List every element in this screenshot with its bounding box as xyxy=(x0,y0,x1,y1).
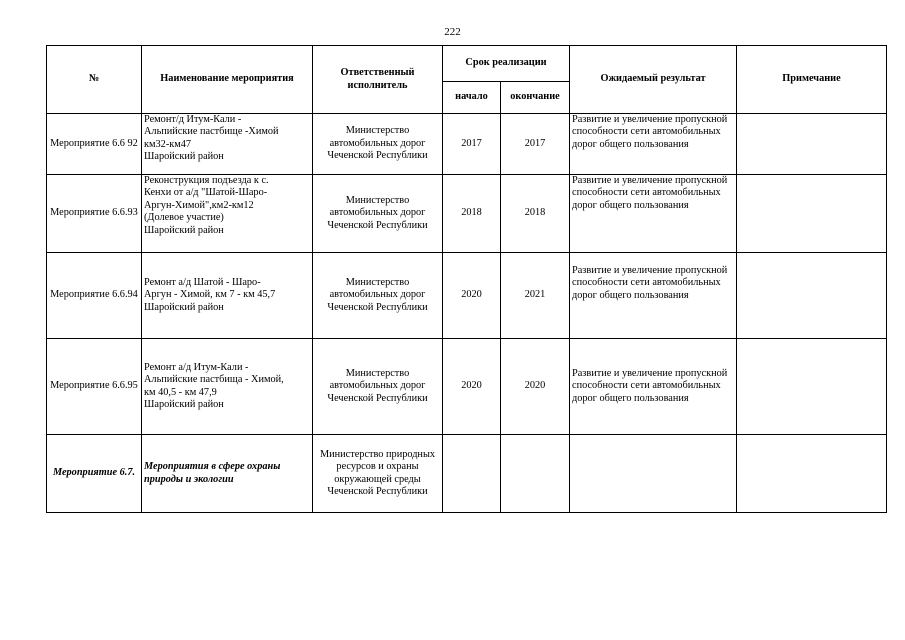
row-result: Развитие и увеличение пропускной способности сети автомобильных дорог общего пользования xyxy=(570,114,737,175)
header-row-1 xyxy=(47,46,887,82)
header-name: Наименование мероприятия xyxy=(142,46,313,114)
row-start: 2020 xyxy=(443,253,501,339)
section-name: Мероприятия в сфере охраны природы и экологии xyxy=(142,435,313,513)
row-number: Мероприятие 6.6 92 xyxy=(47,114,142,175)
row-responsible: Министерство автомобильных дорог Чеченской Республики xyxy=(313,253,443,339)
row-note xyxy=(737,114,887,175)
table-row xyxy=(47,175,887,253)
row-name: Ремонт а/д Шатой - Шаро- Аргун - Химой, км 7 - км 45,7 Шаройский район xyxy=(142,253,313,339)
row-number: Мероприятие 6.6.94 xyxy=(47,253,142,339)
header-number: № xyxy=(47,46,142,114)
row-end: 2017 xyxy=(501,114,570,175)
section-result xyxy=(570,435,737,513)
row-number: Мероприятие 6.6.93 xyxy=(47,175,142,253)
row-name: Реконструкция подъезда к с. Кенхи от а/д "Шатой-Шаро- Аргун-Химой",км2-км12 (Долевое участие) Шаройский район xyxy=(142,175,313,253)
header-note: Примечание xyxy=(737,46,887,114)
row-end: 2021 xyxy=(501,253,570,339)
row-end: 2018 xyxy=(501,175,570,253)
section-responsible: Министерство природных ресурсов и охраны окружающей среды Чеченской Республики xyxy=(313,435,443,513)
activities-table xyxy=(46,45,887,513)
section-number: Мероприятие 6.7. xyxy=(47,435,142,513)
row-result: Развитие и увеличение пропускной способности сети автомобильных дорог общего пользования xyxy=(570,253,737,339)
header-end: окончание xyxy=(501,82,570,114)
row-start: 2018 xyxy=(443,175,501,253)
row-responsible: Министерство автомобильных дорог Чеченской Республики xyxy=(313,339,443,435)
row-responsible: Министерство автомобильных дорог Чеченской Республики xyxy=(313,114,443,175)
table-row xyxy=(47,253,887,339)
header-result: Ожидаемый результат xyxy=(570,46,737,114)
page-number: 222 xyxy=(444,26,461,38)
row-note xyxy=(737,175,887,253)
row-result: Развитие и увеличение пропускной способности сети автомобильных дорог общего пользования xyxy=(570,339,737,435)
section-note xyxy=(737,435,887,513)
row-name: Ремонт/д Итум-Кали - Альпийские пастбище -Химой км32-км47 Шаройский район xyxy=(142,114,313,175)
row-note xyxy=(737,339,887,435)
section-start xyxy=(443,435,501,513)
row-number: Мероприятие 6.6.95 xyxy=(47,339,142,435)
table-header xyxy=(47,46,887,114)
row-result: Развитие и увеличение пропускной способности сети автомобильных дорог общего пользования xyxy=(570,175,737,253)
table-row xyxy=(47,339,887,435)
table-row xyxy=(47,114,887,175)
header-period: Срок реализации xyxy=(443,46,570,82)
row-note xyxy=(737,253,887,339)
row-start: 2020 xyxy=(443,339,501,435)
header-responsible: Ответственный исполнитель xyxy=(313,46,443,114)
row-start: 2017 xyxy=(443,114,501,175)
row-name: Ремонт а/д Итум-Кали - Альпийские пастбища - Химой, км 40,5 - км 47,9 Шаройский район xyxy=(142,339,313,435)
row-end: 2020 xyxy=(501,339,570,435)
header-start: начало xyxy=(443,82,501,114)
section-end xyxy=(501,435,570,513)
row-responsible: Министерство автомобильных дорог Чеченской Республики xyxy=(313,175,443,253)
section-row xyxy=(47,435,887,513)
